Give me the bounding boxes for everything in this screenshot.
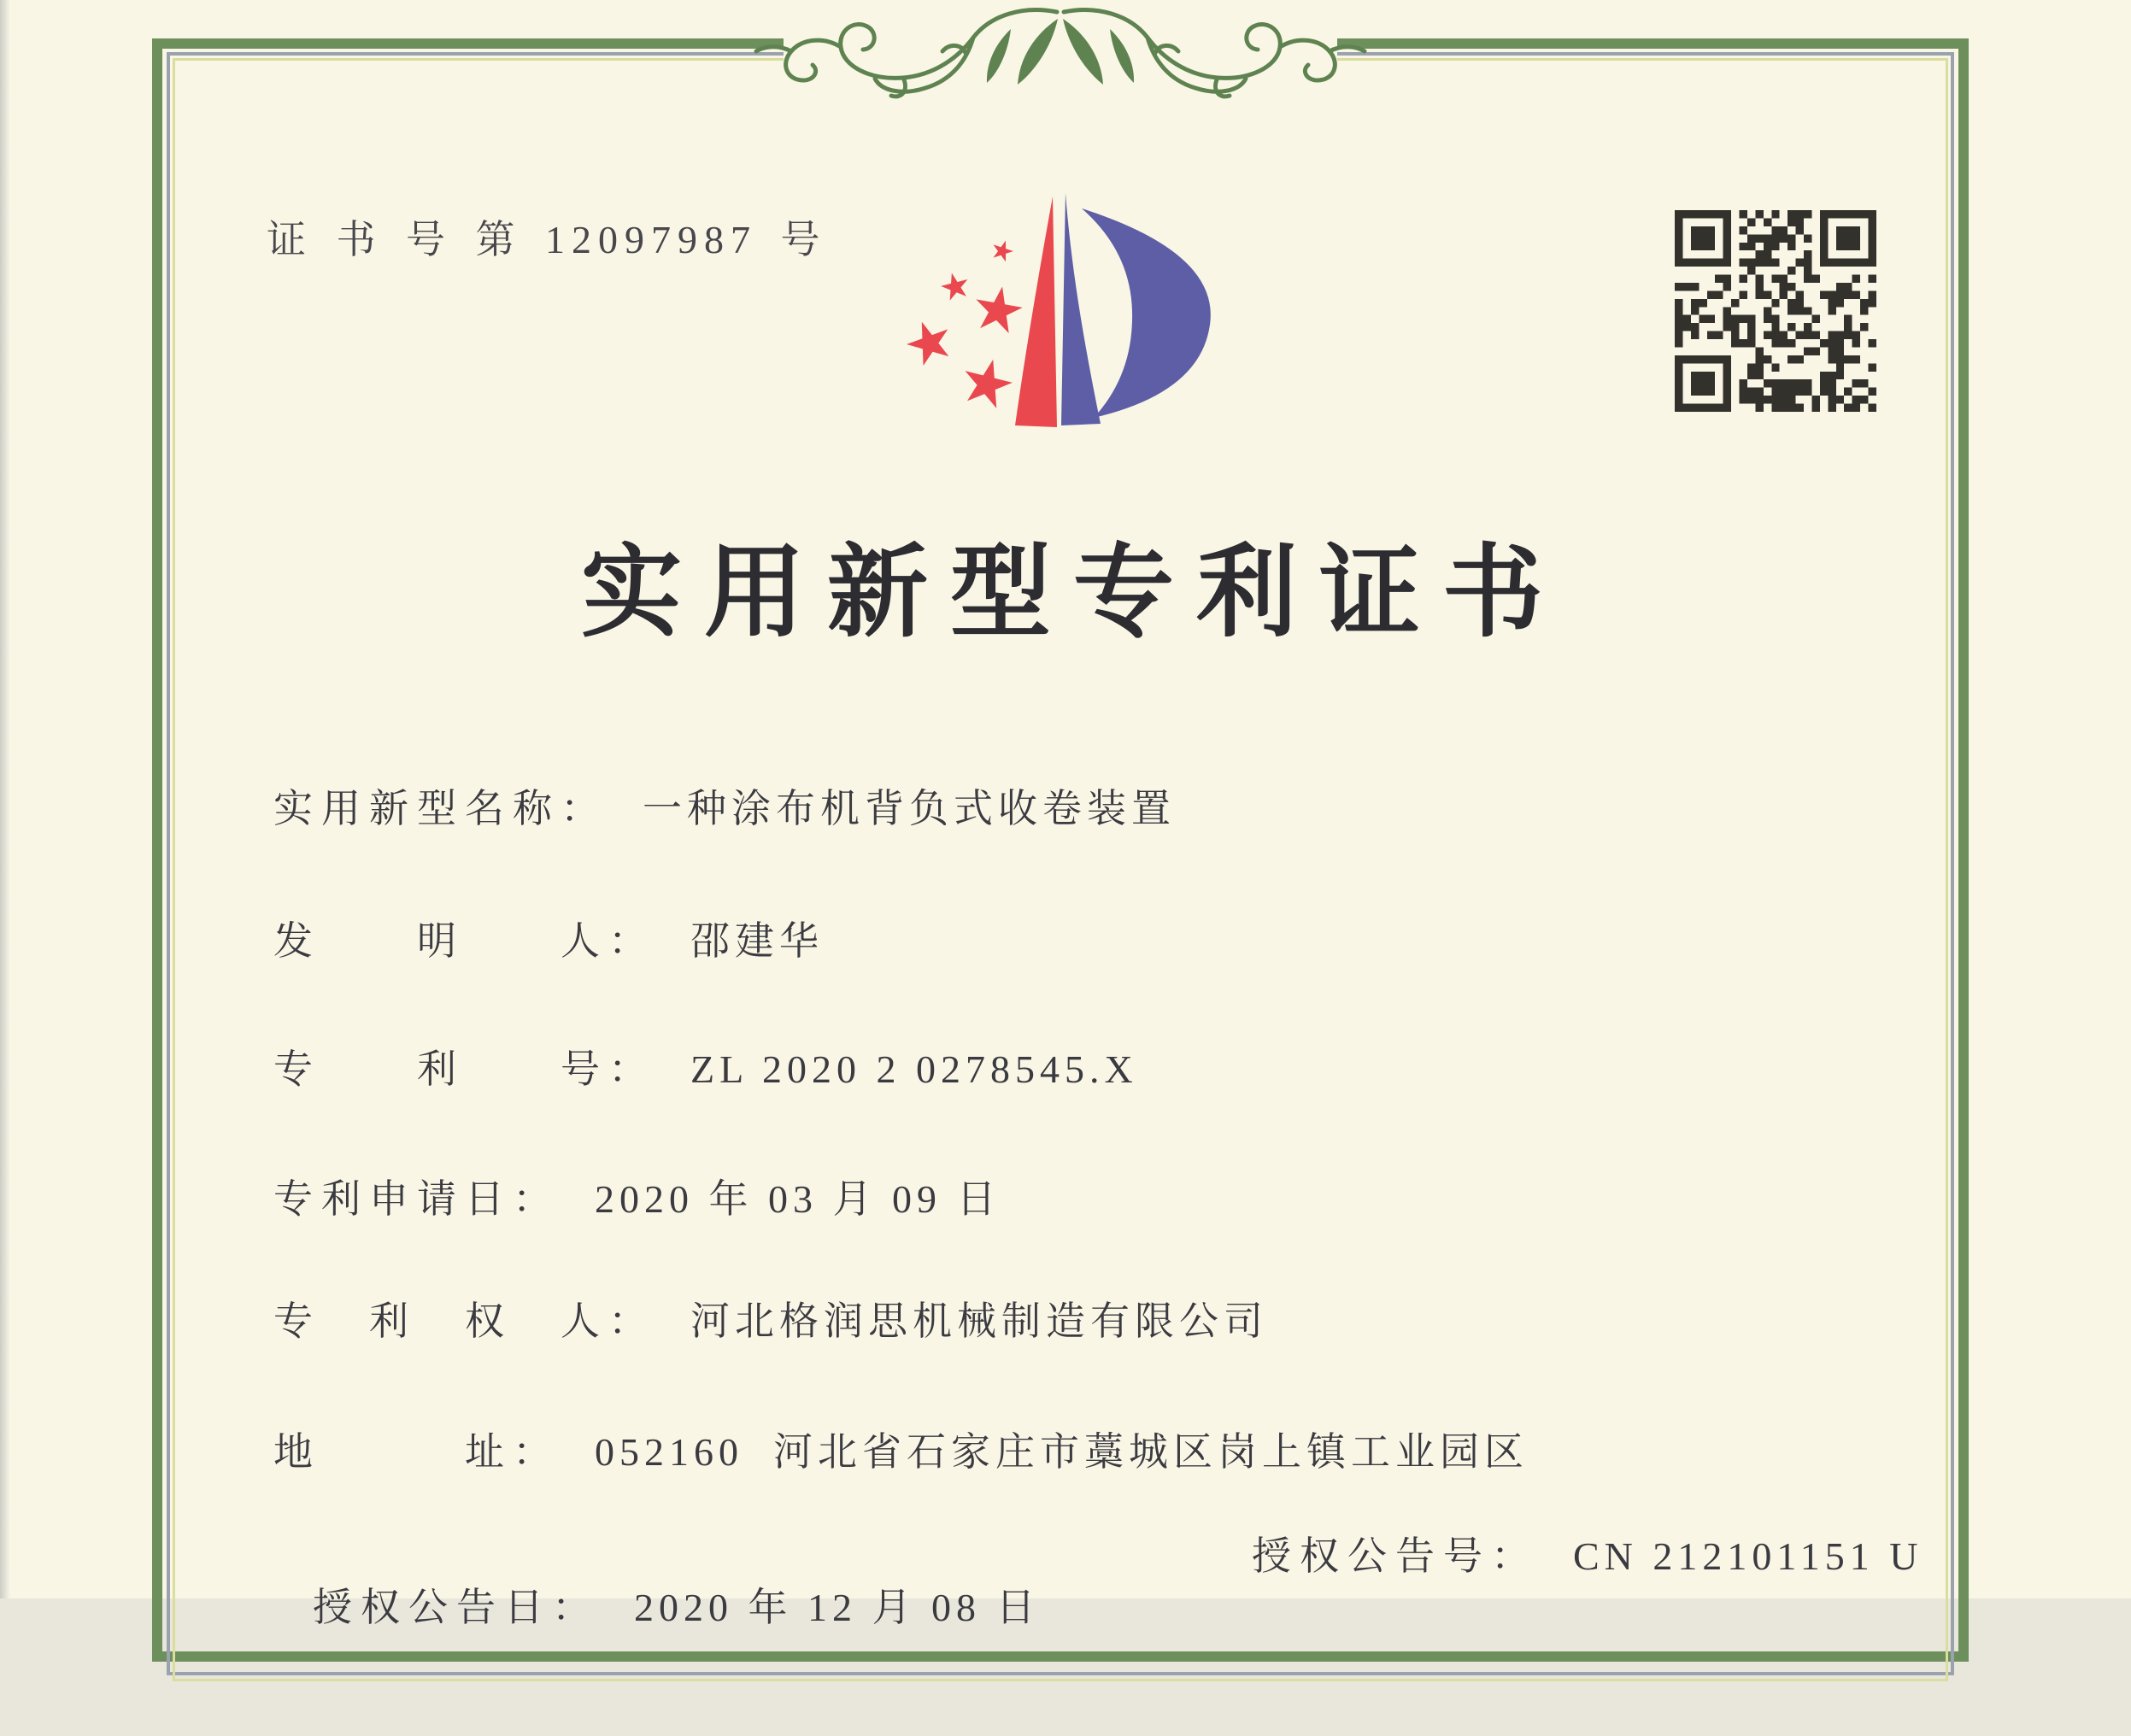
field-value: ZL 2020 2 0278545.X	[690, 1047, 1138, 1091]
field-value: 2020 年 12 月 08 日	[634, 1586, 1041, 1629]
scan-edge-shadow	[0, 0, 10, 1598]
field-label: 专利申请日：	[273, 1177, 561, 1221]
field-label: 发 明 人：	[273, 919, 656, 963]
field-label: 实用新型名称：	[273, 787, 608, 830]
certificate-number: 证 书 号 第 12097987 号	[267, 218, 827, 261]
field-value: 052160 河北省石家庄市藁城区岗上镇工业园区	[595, 1430, 1529, 1474]
field-row-patent-number	[273, 1044, 1943, 1095]
field-value: 邵建华	[690, 919, 824, 963]
field-value: CN 212101151 U	[1573, 1534, 1923, 1578]
field-value: 河北格润思机械制造有限公司	[690, 1299, 1268, 1343]
logo-p-mark-icon	[1015, 193, 1211, 427]
field-label: 专 利 号：	[273, 1047, 656, 1091]
field-value: 2020 年 03 月 09 日	[595, 1177, 1001, 1221]
field-row-inventor	[273, 916, 1943, 967]
grant-number-pair	[1252, 1531, 1923, 1582]
cnipa-logo-icon	[880, 169, 1239, 460]
qr-code-icon	[1675, 210, 1876, 412]
field-label: 授权公告日：	[313, 1586, 600, 1629]
logo-stars-icon	[901, 238, 1026, 411]
field-row-address	[273, 1427, 1943, 1478]
field-label: 地 址：	[273, 1430, 561, 1474]
field-label: 专 利 权 人：	[273, 1299, 656, 1343]
field-row-patentee	[273, 1296, 1943, 1347]
field-row-grant	[273, 1531, 1943, 1736]
field-row-utility-model-name	[273, 783, 1943, 835]
field-value: 一种涂布机背负式收卷装置	[643, 787, 1176, 830]
grant-date-pair	[313, 1586, 1041, 1629]
field-label: 授权公告号：	[1252, 1534, 1539, 1578]
certificate-title: 实用新型专利证书	[580, 537, 1565, 649]
field-row-filing-date	[273, 1174, 1943, 1225]
dragon-flourish-ornament-icon	[753, 2, 1368, 101]
